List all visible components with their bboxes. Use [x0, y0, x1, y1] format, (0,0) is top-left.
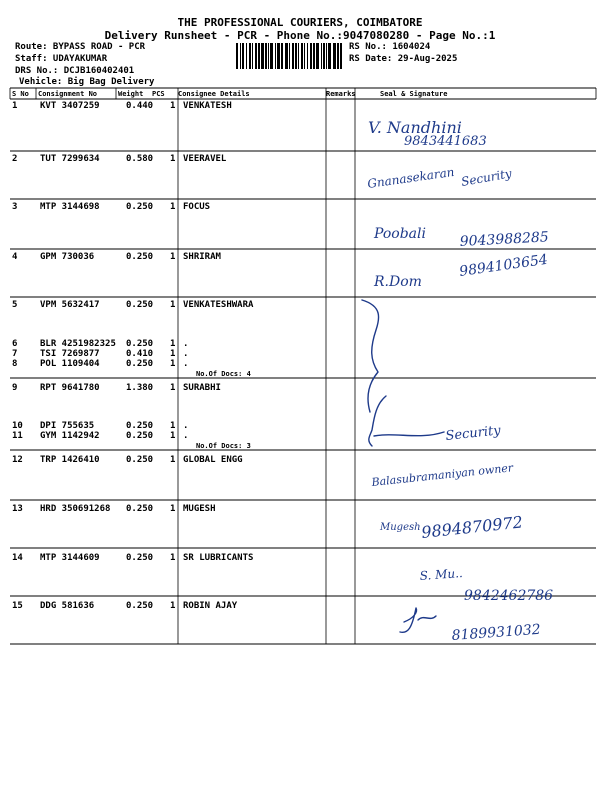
row-consignment-no: KVT 3407259	[40, 101, 100, 111]
row-weight: 0.250	[126, 202, 154, 212]
row-weight: 0.250	[126, 359, 154, 369]
row-pcs: 1	[170, 383, 176, 393]
col-header-remarks: Remarks	[326, 90, 356, 98]
row-sno: 13	[12, 504, 23, 514]
row-pcs: 1	[170, 300, 176, 310]
row-consignee: .	[183, 349, 189, 359]
docs-count-note: No.Of Docs: 4	[196, 370, 251, 378]
row-sno: 10	[12, 421, 23, 431]
signature-text: Security	[444, 423, 502, 444]
row-weight: 1.380	[126, 383, 154, 393]
row-weight: 0.580	[126, 154, 154, 164]
row-weight: 0.250	[126, 252, 154, 262]
row-sno: 11	[12, 431, 23, 441]
signature-text: 8189931032	[451, 621, 542, 644]
signature-text: Security	[460, 166, 513, 189]
signature-text: V. Nandhini	[368, 118, 462, 137]
row-consignment-no: GYM 1142942	[40, 431, 100, 441]
row-weight: 0.440	[126, 101, 154, 111]
row-pcs: 1	[170, 339, 176, 349]
row-consignee: .	[183, 421, 189, 431]
row-consignment-no: GPM 730036	[40, 252, 95, 262]
row-consignment-no: DPI 755635	[40, 421, 95, 431]
staff-label: Staff: UDAYAKUMAR	[15, 54, 108, 64]
signature-text: R.Dom	[374, 274, 422, 290]
row-weight: 0.410	[126, 349, 154, 359]
row-consignee: MUGESH	[183, 504, 216, 514]
row-consignment-no: VPM 5632417	[40, 300, 100, 310]
row-weight: 0.250	[126, 504, 154, 514]
runsheet-title: THE PROFESSIONAL COURIERS, COIMBATORE	[177, 16, 423, 29]
row-pcs: 1	[170, 553, 176, 563]
row-weight: 0.250	[126, 455, 154, 465]
row-pcs: 1	[170, 101, 176, 111]
row-sno: 14	[12, 553, 23, 563]
signature-text: 9894103654	[458, 251, 549, 280]
row-pcs: 1	[170, 349, 176, 359]
row-sno: 1	[12, 101, 18, 111]
row-pcs: 1	[170, 421, 176, 431]
row-sno: 15	[12, 601, 23, 611]
row-pcs: 1	[170, 154, 176, 164]
row-consignment-no: BLR 4251982325	[40, 339, 116, 349]
row-consignee: .	[183, 359, 189, 369]
row-sno: 3	[12, 202, 18, 212]
signature-text: 9043988285	[459, 229, 550, 250]
signature-text: 9842462786	[464, 588, 554, 604]
row-consignee: VEERAVEL	[183, 154, 227, 164]
signature-stroke	[400, 608, 436, 632]
row-pcs: 1	[170, 504, 176, 514]
row-consignee: SHRIRAM	[183, 252, 221, 262]
row-weight: 0.250	[126, 421, 154, 431]
row-consignment-no: HRD 350691268	[40, 504, 111, 514]
runsheet-subtitle: Delivery Runsheet - PCR - Phone No.:9047080280 - Page No.:1	[104, 29, 496, 42]
signature-text: Mugesh	[380, 522, 421, 533]
col-header-consignee: Consignee Details	[178, 90, 250, 98]
row-consignment-no: POL 1109404	[40, 359, 100, 369]
col-header-pcs: PCS	[152, 90, 165, 98]
signature-text: Balasubramaniyan owner	[370, 461, 514, 489]
row-consignee: .	[183, 431, 189, 441]
col-header-consignment: Consignment No	[38, 90, 98, 98]
row-consignee: GLOBAL ENGG	[183, 455, 243, 465]
signature-text: 9843441683	[404, 134, 487, 149]
row-sno: 4	[12, 252, 18, 262]
row-weight: 0.250	[126, 601, 154, 611]
row-consignee: SURABHI	[183, 383, 221, 393]
row-consignment-no: DDG 581636	[40, 601, 95, 611]
col-header-weight: Weight	[118, 90, 144, 98]
row-consignment-no: TUT 7299634	[40, 154, 100, 164]
docs-count-note: No.Of Docs: 3	[196, 442, 251, 450]
row-consignment-no: MTP 3144609	[40, 553, 100, 563]
row-weight: 0.250	[126, 300, 154, 310]
row-consignee: VENKATESHWARA	[183, 300, 254, 310]
signature-stroke	[374, 432, 444, 436]
row-consignment-no: TSI 7269877	[40, 349, 100, 359]
vehicle-label: Vehicle: Big Bag Delivery	[19, 77, 155, 87]
col-header-sno: S No	[12, 90, 29, 98]
col-header-seal: Seal & Signature	[380, 90, 448, 98]
row-pcs: 1	[170, 252, 176, 262]
row-pcs: 1	[170, 202, 176, 212]
row-pcs: 1	[170, 431, 176, 441]
row-sno: 8	[12, 359, 18, 369]
drs-number: DRS No.: DCJB160402401	[15, 66, 135, 76]
row-pcs: 1	[170, 359, 176, 369]
row-pcs: 1	[170, 455, 176, 465]
row-consignee: FOCUS	[183, 202, 211, 212]
signature-text: Poobali	[374, 226, 426, 242]
row-weight: 0.250	[126, 431, 154, 441]
row-consignee: .	[183, 339, 189, 349]
row-sno: 5	[12, 300, 18, 310]
row-sno: 12	[12, 455, 23, 465]
rs-number: RS No.: 1604024	[349, 42, 431, 52]
rs-date: RS Date: 29-Aug-2025	[349, 54, 458, 64]
row-sno: 7	[12, 349, 18, 359]
signature-text: Gnanasekaran	[366, 164, 456, 191]
row-sno: 2	[12, 154, 18, 164]
row-consignment-no: RPT 9641780	[40, 383, 100, 393]
row-sno: 9	[12, 383, 18, 393]
route-label: Route: BYPASS ROAD - PCR	[15, 42, 146, 52]
brace-stroke	[369, 396, 386, 446]
row-sno: 6	[12, 339, 18, 349]
row-consignment-no: MTP 3144698	[40, 202, 100, 212]
row-consignment-no: TRP 1426410	[40, 455, 100, 465]
signature-text: 9894870972	[420, 512, 524, 542]
row-weight: 0.250	[126, 339, 154, 349]
row-consignee: ROBIN AJAY	[183, 601, 238, 611]
row-consignee: VENKATESH	[183, 101, 232, 111]
row-pcs: 1	[170, 601, 176, 611]
signature-text: S. Mu..	[419, 566, 464, 583]
row-weight: 0.250	[126, 553, 154, 563]
brace-stroke	[362, 300, 379, 412]
row-consignee: SR LUBRICANTS	[183, 553, 254, 563]
